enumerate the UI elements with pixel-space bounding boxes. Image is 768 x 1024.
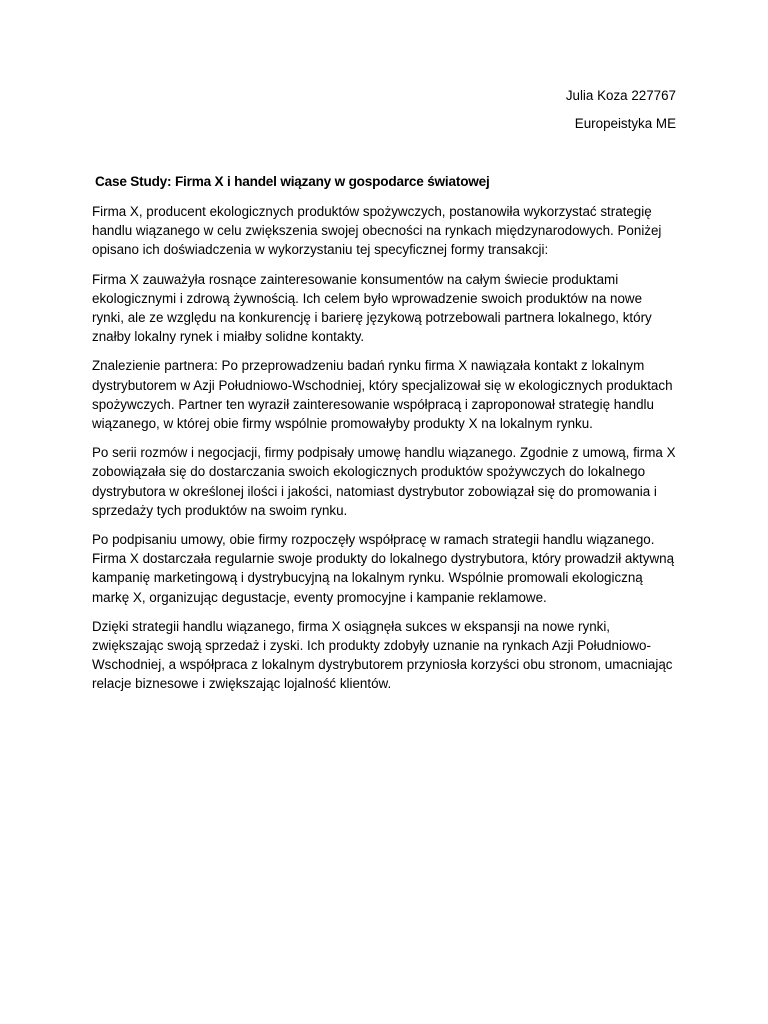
paragraph-agreement: Po serii rozmów i negocjacji, firmy podpisały umowę handlu wiązanego. Zgodnie z umową, firma X zobowiązała się do dostarczania swoich ekologicznych produktów spożywczych do lokalnego dystrybutora w określonej ilości i jakości, natomiast dystrybutor zobowiązał się do promowania i sprzedaży tych produktów na swoim rynku. <box>92 445 676 518</box>
paragraph-intro: Firma X, producent ekologicznych produktów spożywczych, postanowiła wykorzystać strategię handlu wiązanego w celu zwiększenia swojej obecności na rynkach międzynarodowych. Poniżej opisano ich doświadczenia w wykorzystaniu tej specyficznej formy transakcji: <box>92 204 662 258</box>
document-title: Case Study: Firma X i handel wiązany w gospodarce światowej <box>95 174 490 189</box>
study-program: Europeistyka ME <box>574 116 676 131</box>
paragraph-market-interest: Firma X zauważyła rosnące zainteresowanie konsumentów na całym świecie produktami ekologicznymi i zdrową żywnością. Ich celem było wprowadzenie swoich produktów na nowe rynki, ale ze względu na konkurencję i barierę językową potrzebowali partnera lokalnego, który znałby lokalny rynek i miałby solidne kontakty. <box>92 271 652 345</box>
paragraph-results: Dzięki strategii handlu wiązanego, firma X osiągnęła sukces w ekspansji na nowe rynki, zwiększając swoją sprzedaż i zyski. Ich produkty zdobyły uznanie na rynkach Azji Południowo-Wschodniej, a współpraca z lokalnym dystrybutorem przyniosła korzyści obu stronom, umacniając relacje biznesowe i zwiększając lojalność klientów. <box>92 618 673 692</box>
paragraph-cooperation: Po podpisaniu umowy, obie firmy rozpoczęły współpracę w ramach strategii handlu wiązanego. Firma X dostarczała regularnie swoje produkty do lokalnego dystrybutora, który prowadził aktywną kampanię marketingową i dystrybucyjną na lokalnym rynku. Wspólnie promowali ekologiczną markę X, organizując degustacje, eventy promocyjne i kampanie reklamowe. <box>92 532 675 605</box>
author-name: Julia Koza 227767 <box>565 88 676 103</box>
author-block <box>566 86 676 142</box>
paragraph-finding-partner: Znalezienie partnera: Po przeprowadzeniu badań rynku firma X nawiązała kontakt z lokalnym dystrybutorem w Azji Południowo-Wschodniej, który specjalizował się w ekologicznych produktach spożywczych. Partner ten wyraził zainteresowanie współpracą i zaproponował strategię handlu wiązanego, w której obie firmy wspólnie promowałyby produkty X na lokalnym rynku. <box>92 358 673 432</box>
document-body <box>92 202 676 704</box>
